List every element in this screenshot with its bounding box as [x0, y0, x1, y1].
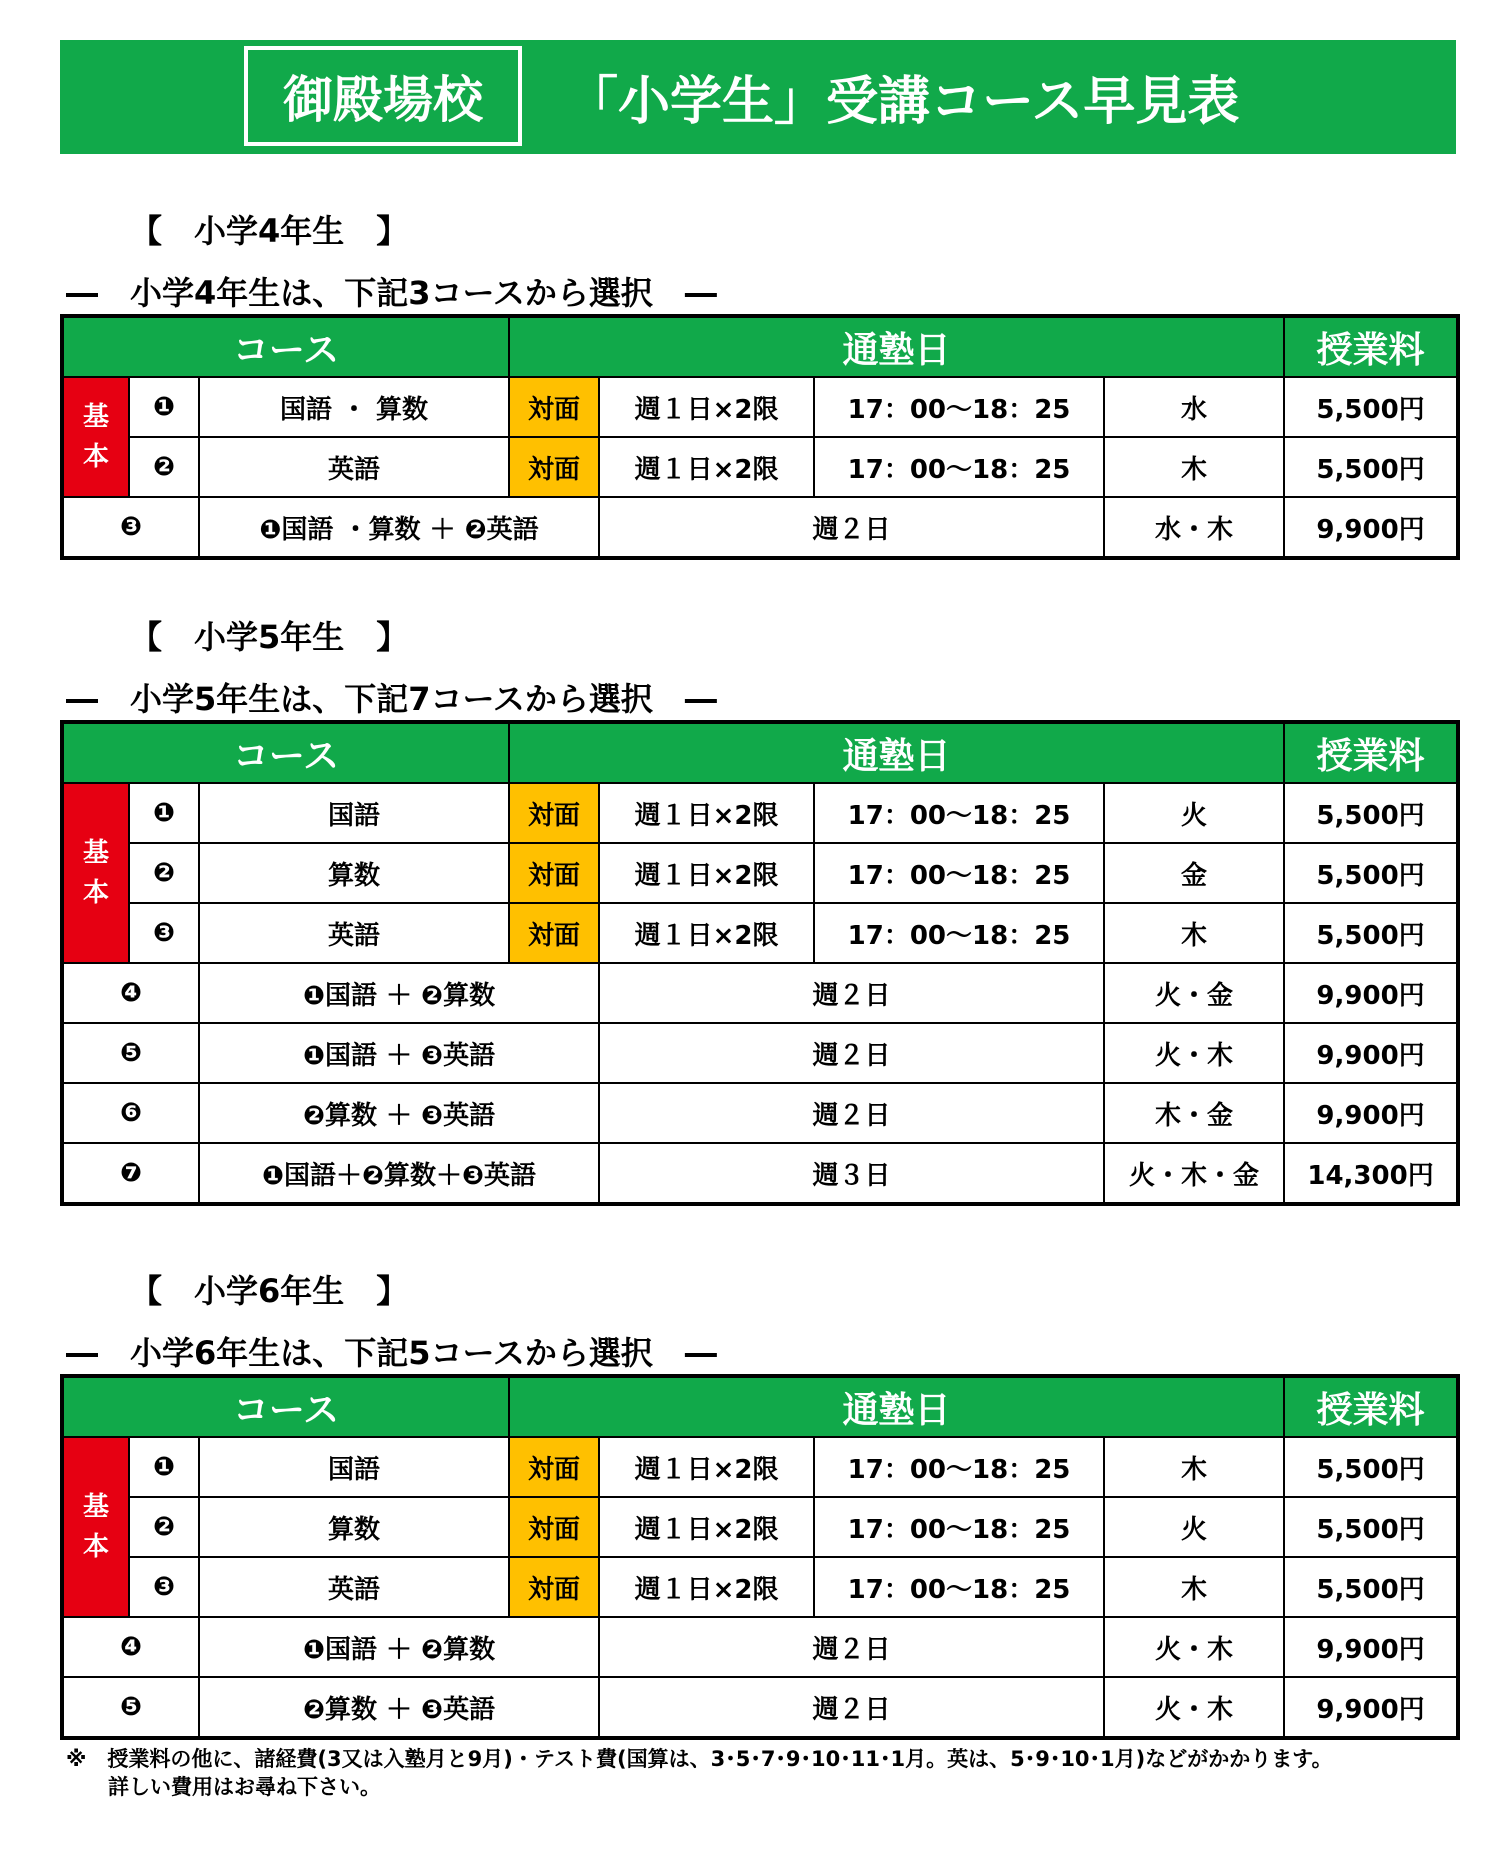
header-days: 通塾日 [509, 722, 1284, 783]
course-number: ❸ [62, 497, 199, 558]
footnote-line-1: ※ 授業料の他に、諸経費(3又は入塾月と9月)・テスト費(国算は、3･5･7･9･10･11･1月。英は、5･9･10･1月)などがかかります。 [66, 1747, 1333, 1771]
course-subject: ❶国語 ＋ ❷算数 [199, 1617, 599, 1677]
course-fee: 9,900円 [1284, 1617, 1458, 1677]
grade4-course-table [60, 314, 1460, 560]
header-days: 通塾日 [509, 1376, 1284, 1437]
course-number: ❺ [62, 1677, 199, 1738]
course-number: ❸ [129, 903, 199, 963]
course-frequency: 週２日 [599, 1083, 1104, 1143]
course-number: ❷ [129, 437, 199, 497]
table-row [62, 497, 1458, 558]
course-number: ❶ [129, 1437, 199, 1497]
course-day: 金 [1104, 843, 1284, 903]
course-day: 火・木 [1104, 1023, 1284, 1083]
face-to-face-badge: 対面 [509, 903, 599, 963]
course-number: ❹ [62, 963, 199, 1023]
basic-label: 基本 [62, 377, 129, 497]
course-day: 火 [1104, 783, 1284, 843]
course-frequency: 週１日×2限 [599, 1557, 814, 1617]
course-number: ❸ [129, 1557, 199, 1617]
course-fee: 5,500円 [1284, 783, 1458, 843]
basic-label: 基本 [62, 783, 129, 963]
course-day: 木 [1104, 903, 1284, 963]
course-day: 火・木・金 [1104, 1143, 1284, 1204]
header-course: コース [62, 722, 509, 783]
course-fee: 9,900円 [1284, 1083, 1458, 1143]
school-name: 御殿場校 [244, 46, 522, 146]
course-fee: 5,500円 [1284, 437, 1458, 497]
course-subject: ❶国語＋❷算数＋❸英語 [199, 1143, 599, 1204]
course-frequency: 週３日 [599, 1143, 1104, 1204]
course-frequency: 週１日×2限 [599, 903, 814, 963]
course-day: 木・金 [1104, 1083, 1284, 1143]
course-subject: 算数 [199, 843, 509, 903]
footnote-line-2: 詳しい費用はお尋ね下さい。 [66, 1775, 381, 1799]
course-number: ❹ [62, 1617, 199, 1677]
course-time: 17：00～18：25 [814, 903, 1104, 963]
table-row [62, 1557, 1458, 1617]
course-subject: 英語 [199, 903, 509, 963]
table-row [62, 783, 1458, 843]
header-days: 通塾日 [509, 316, 1284, 377]
grade4-heading: 【 小学4年生 】 [130, 212, 409, 250]
course-subject: ❷算数 ＋ ❸英語 [199, 1677, 599, 1738]
course-subject: 国語 ・ 算数 [199, 377, 509, 437]
course-fee: 14,300円 [1284, 1143, 1458, 1204]
table-row [62, 1083, 1458, 1143]
table-row [62, 1617, 1458, 1677]
table-row [62, 843, 1458, 903]
grade6-course-table [60, 1374, 1460, 1740]
header-course: コース [62, 1376, 509, 1437]
course-frequency: 週１日×2限 [599, 377, 814, 437]
course-frequency: 週２日 [599, 1677, 1104, 1738]
grade5-course-table [60, 720, 1460, 1206]
face-to-face-badge: 対面 [509, 843, 599, 903]
course-subject: ❷算数 ＋ ❸英語 [199, 1083, 599, 1143]
course-time: 17：00～18：25 [814, 1557, 1104, 1617]
course-fee: 5,500円 [1284, 1437, 1458, 1497]
course-number: ❷ [129, 1497, 199, 1557]
face-to-face-badge: 対面 [509, 1557, 599, 1617]
course-fee: 5,500円 [1284, 377, 1458, 437]
course-subject: 算数 [199, 1497, 509, 1557]
course-fee: 9,900円 [1284, 963, 1458, 1023]
course-number: ❼ [62, 1143, 199, 1204]
course-frequency: 週１日×2限 [599, 843, 814, 903]
course-frequency: 週２日 [599, 1023, 1104, 1083]
course-frequency: 週１日×2限 [599, 1437, 814, 1497]
course-day: 火・金 [1104, 963, 1284, 1023]
course-number: ❶ [129, 783, 199, 843]
face-to-face-badge: 対面 [509, 377, 599, 437]
grade5-subheading: ― 小学5年生は、下記7コースから選択 ― [66, 680, 717, 718]
course-subject: 英語 [199, 1557, 509, 1617]
course-day: 水 [1104, 377, 1284, 437]
course-frequency: 週２日 [599, 1617, 1104, 1677]
course-day: 火 [1104, 1497, 1284, 1557]
course-fee: 5,500円 [1284, 843, 1458, 903]
course-frequency: 週１日×2限 [599, 783, 814, 843]
header-fee: 授業料 [1284, 316, 1458, 377]
course-time: 17：00～18：25 [814, 783, 1104, 843]
header-course: コース [62, 316, 509, 377]
grade4-subheading: ― 小学4年生は、下記3コースから選択 ― [66, 274, 717, 312]
course-frequency: 週１日×2限 [599, 1497, 814, 1557]
face-to-face-badge: 対面 [509, 1497, 599, 1557]
course-subject: ❶国語 ＋ ❷算数 [199, 963, 599, 1023]
face-to-face-badge: 対面 [509, 783, 599, 843]
course-day: 木 [1104, 1557, 1284, 1617]
course-day: 火・木 [1104, 1617, 1284, 1677]
course-frequency: 週２日 [599, 963, 1104, 1023]
table-row [62, 1677, 1458, 1738]
course-fee: 9,900円 [1284, 1677, 1458, 1738]
table-row [62, 903, 1458, 963]
course-subject: 国語 [199, 783, 509, 843]
course-subject: ❶国語 ＋ ❸英語 [199, 1023, 599, 1083]
course-frequency: 週１日×2限 [599, 437, 814, 497]
face-to-face-badge: 対面 [509, 1437, 599, 1497]
header-fee: 授業料 [1284, 1376, 1458, 1437]
table-row [62, 963, 1458, 1023]
course-time: 17：00～18：25 [814, 1437, 1104, 1497]
page-title: 「小学生」受講コース早見表 [566, 71, 1240, 132]
grade6-heading: 【 小学6年生 】 [130, 1272, 409, 1310]
table-row [62, 1143, 1458, 1204]
course-fee: 9,900円 [1284, 1023, 1458, 1083]
course-frequency: 週２日 [599, 497, 1104, 558]
grade5-heading: 【 小学5年生 】 [130, 618, 409, 656]
course-number: ❶ [129, 377, 199, 437]
course-number: ❻ [62, 1083, 199, 1143]
course-number: ❺ [62, 1023, 199, 1083]
table-row [62, 1497, 1458, 1557]
course-day: 火・木 [1104, 1677, 1284, 1738]
course-day: 木 [1104, 1437, 1284, 1497]
course-time: 17：00～18：25 [814, 1497, 1104, 1557]
course-time: 17：00～18：25 [814, 843, 1104, 903]
face-to-face-badge: 対面 [509, 437, 599, 497]
course-time: 17：00～18：25 [814, 377, 1104, 437]
course-day: 水・木 [1104, 497, 1284, 558]
course-fee: 5,500円 [1284, 1557, 1458, 1617]
course-fee: 5,500円 [1284, 903, 1458, 963]
course-time: 17：00～18：25 [814, 437, 1104, 497]
course-fee: 5,500円 [1284, 1497, 1458, 1557]
grade6-subheading: ― 小学6年生は、下記5コースから選択 ― [66, 1334, 717, 1372]
table-row [62, 1437, 1458, 1497]
course-fee: 9,900円 [1284, 497, 1458, 558]
basic-label: 基本 [62, 1437, 129, 1617]
table-row [62, 377, 1458, 437]
header-fee: 授業料 [1284, 722, 1458, 783]
course-subject: 英語 [199, 437, 509, 497]
table-row [62, 437, 1458, 497]
table-row [62, 1023, 1458, 1083]
course-day: 木 [1104, 437, 1284, 497]
course-subject: 国語 [199, 1437, 509, 1497]
course-subject: ❶国語 ・算数 ＋ ❷英語 [199, 497, 599, 558]
course-number: ❷ [129, 843, 199, 903]
